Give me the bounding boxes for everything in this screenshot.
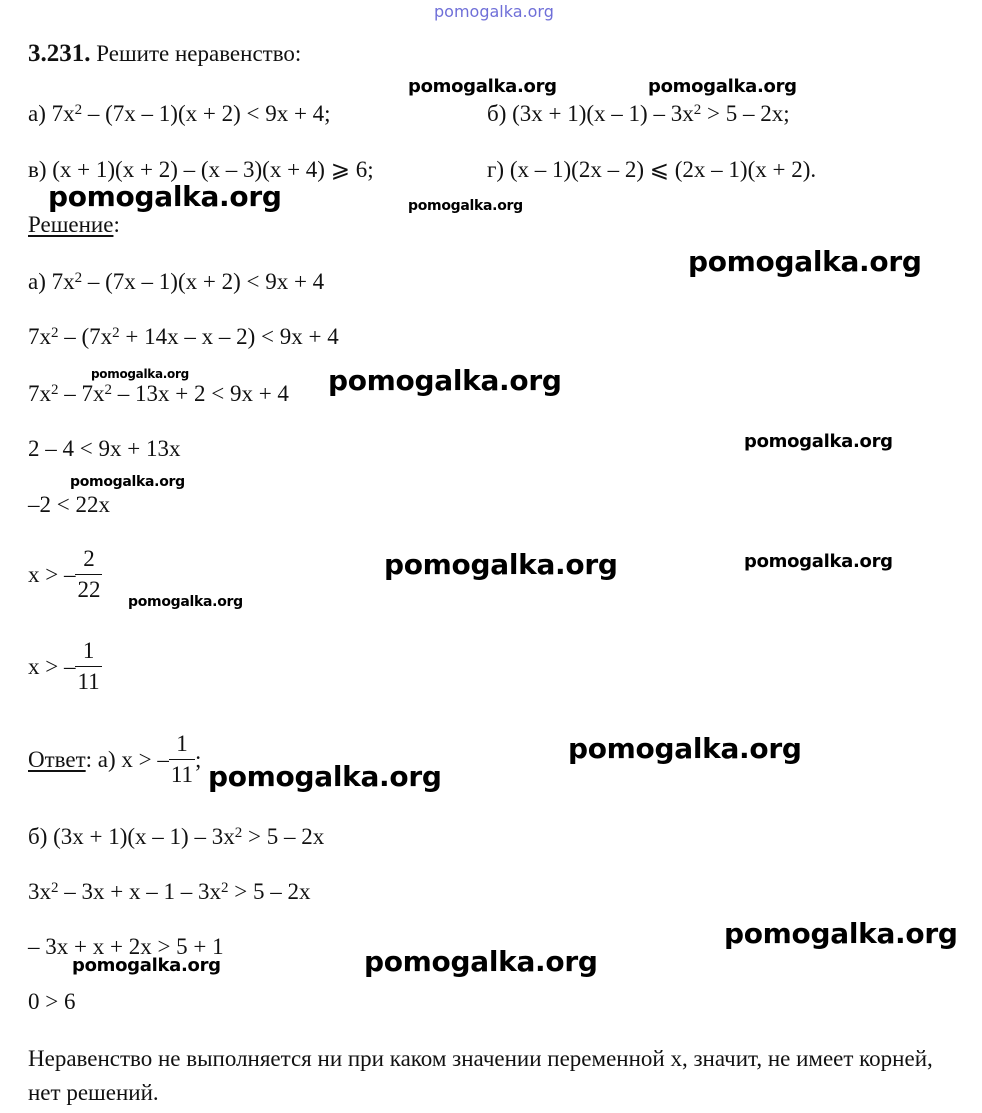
solution-a-line-4: 2 – 4 < 9x + 13x <box>28 436 181 461</box>
problem-a: а) $7x^2 - (7x - 1)(x + 2) < 9x + 4$; <box>28 101 331 126</box>
watermark: pomogalka.org <box>72 955 221 976</box>
problem-number: 3.231. <box>28 40 91 67</box>
solution-a-line-5: –2 < 22x <box>28 492 110 517</box>
watermark: pomogalka.org <box>91 367 189 381</box>
solution-a-line-3: $7x^2 - 7x^2 - 13x + 2 < 9x + 4$ <box>28 381 289 406</box>
watermark: pomogalka.org <box>128 594 243 610</box>
problem-b: б) $(3x + 1)(x - 1) - 3x^2 > 5 - 2x$; <box>487 101 790 126</box>
solution-b-line-4: 0 > 6 <box>28 989 76 1014</box>
watermark: pomogalka.org <box>648 76 797 97</box>
solution-a-line-7: x > – $\frac{1}{11}$ <box>28 638 102 699</box>
solution-a-line-6: x > – $\frac{2}{22}$ <box>28 546 102 607</box>
watermark: pomogalka.org <box>724 917 958 950</box>
conclusion-text: Неравенство не выполняется ни при каком значении переменной x, значит, не имеет корней, нет решений. <box>28 1046 933 1105</box>
watermark-top: pomogalka.org <box>434 2 554 21</box>
watermark: pomogalka.org <box>208 760 442 793</box>
watermark: pomogalka.org <box>48 180 282 213</box>
watermark: pomogalka.org <box>744 551 893 572</box>
solution-b-line-1: б) $(3x + 1)(x - 1) - 3x^2 > 5 - 2x$ <box>28 824 325 849</box>
watermark: pomogalka.org <box>364 945 598 978</box>
watermark: pomogalka.org <box>384 548 618 581</box>
watermark: pomogalka.org <box>568 732 802 765</box>
solution-a-line-1: а) $7x^2 - (7x - 1)(x + 2) < 9x + 4$ <box>28 269 325 294</box>
watermark: pomogalka.org <box>70 474 185 490</box>
fraction: $\frac{1}{11}$ <box>77 638 100 694</box>
answer-label: Ответ <box>28 746 86 772</box>
watermark: pomogalka.org <box>408 76 557 97</box>
answer-a: Ответ: а) x > – $\frac{1}{11}$ ; <box>28 731 201 792</box>
fraction: $\frac{1}{11}$ <box>170 731 194 787</box>
watermark: pomogalka.org <box>744 431 893 452</box>
watermark: pomogalka.org <box>688 245 922 278</box>
solution-heading: Решение: <box>28 212 120 237</box>
watermark: pomogalka.org <box>408 198 523 214</box>
problem-header <box>28 40 301 68</box>
watermark: pomogalka.org <box>328 364 562 397</box>
fraction: $\frac{2}{22}$ <box>77 546 101 602</box>
problem-g: г) (x – 1)(2x – 2) ⩽ (2x – 1)(x + 2). <box>487 157 817 182</box>
problem-title: Решите неравенство: <box>96 41 302 66</box>
solution-b-line-2: $3x^2 - 3x + x - 1 - 3x^2 > 5 - 2x$ <box>28 879 311 904</box>
solution-a-line-2: $7x^2 - (7x^2 + 14x - x - 2) < 9x + 4$ <box>28 324 339 349</box>
solution-b-line-3: – 3x + x + 2x > 5 + 1 <box>28 934 224 959</box>
problem-v: в) (x + 1)(x + 2) – (x – 3)(x + 4) ⩾ 6; <box>28 157 374 182</box>
